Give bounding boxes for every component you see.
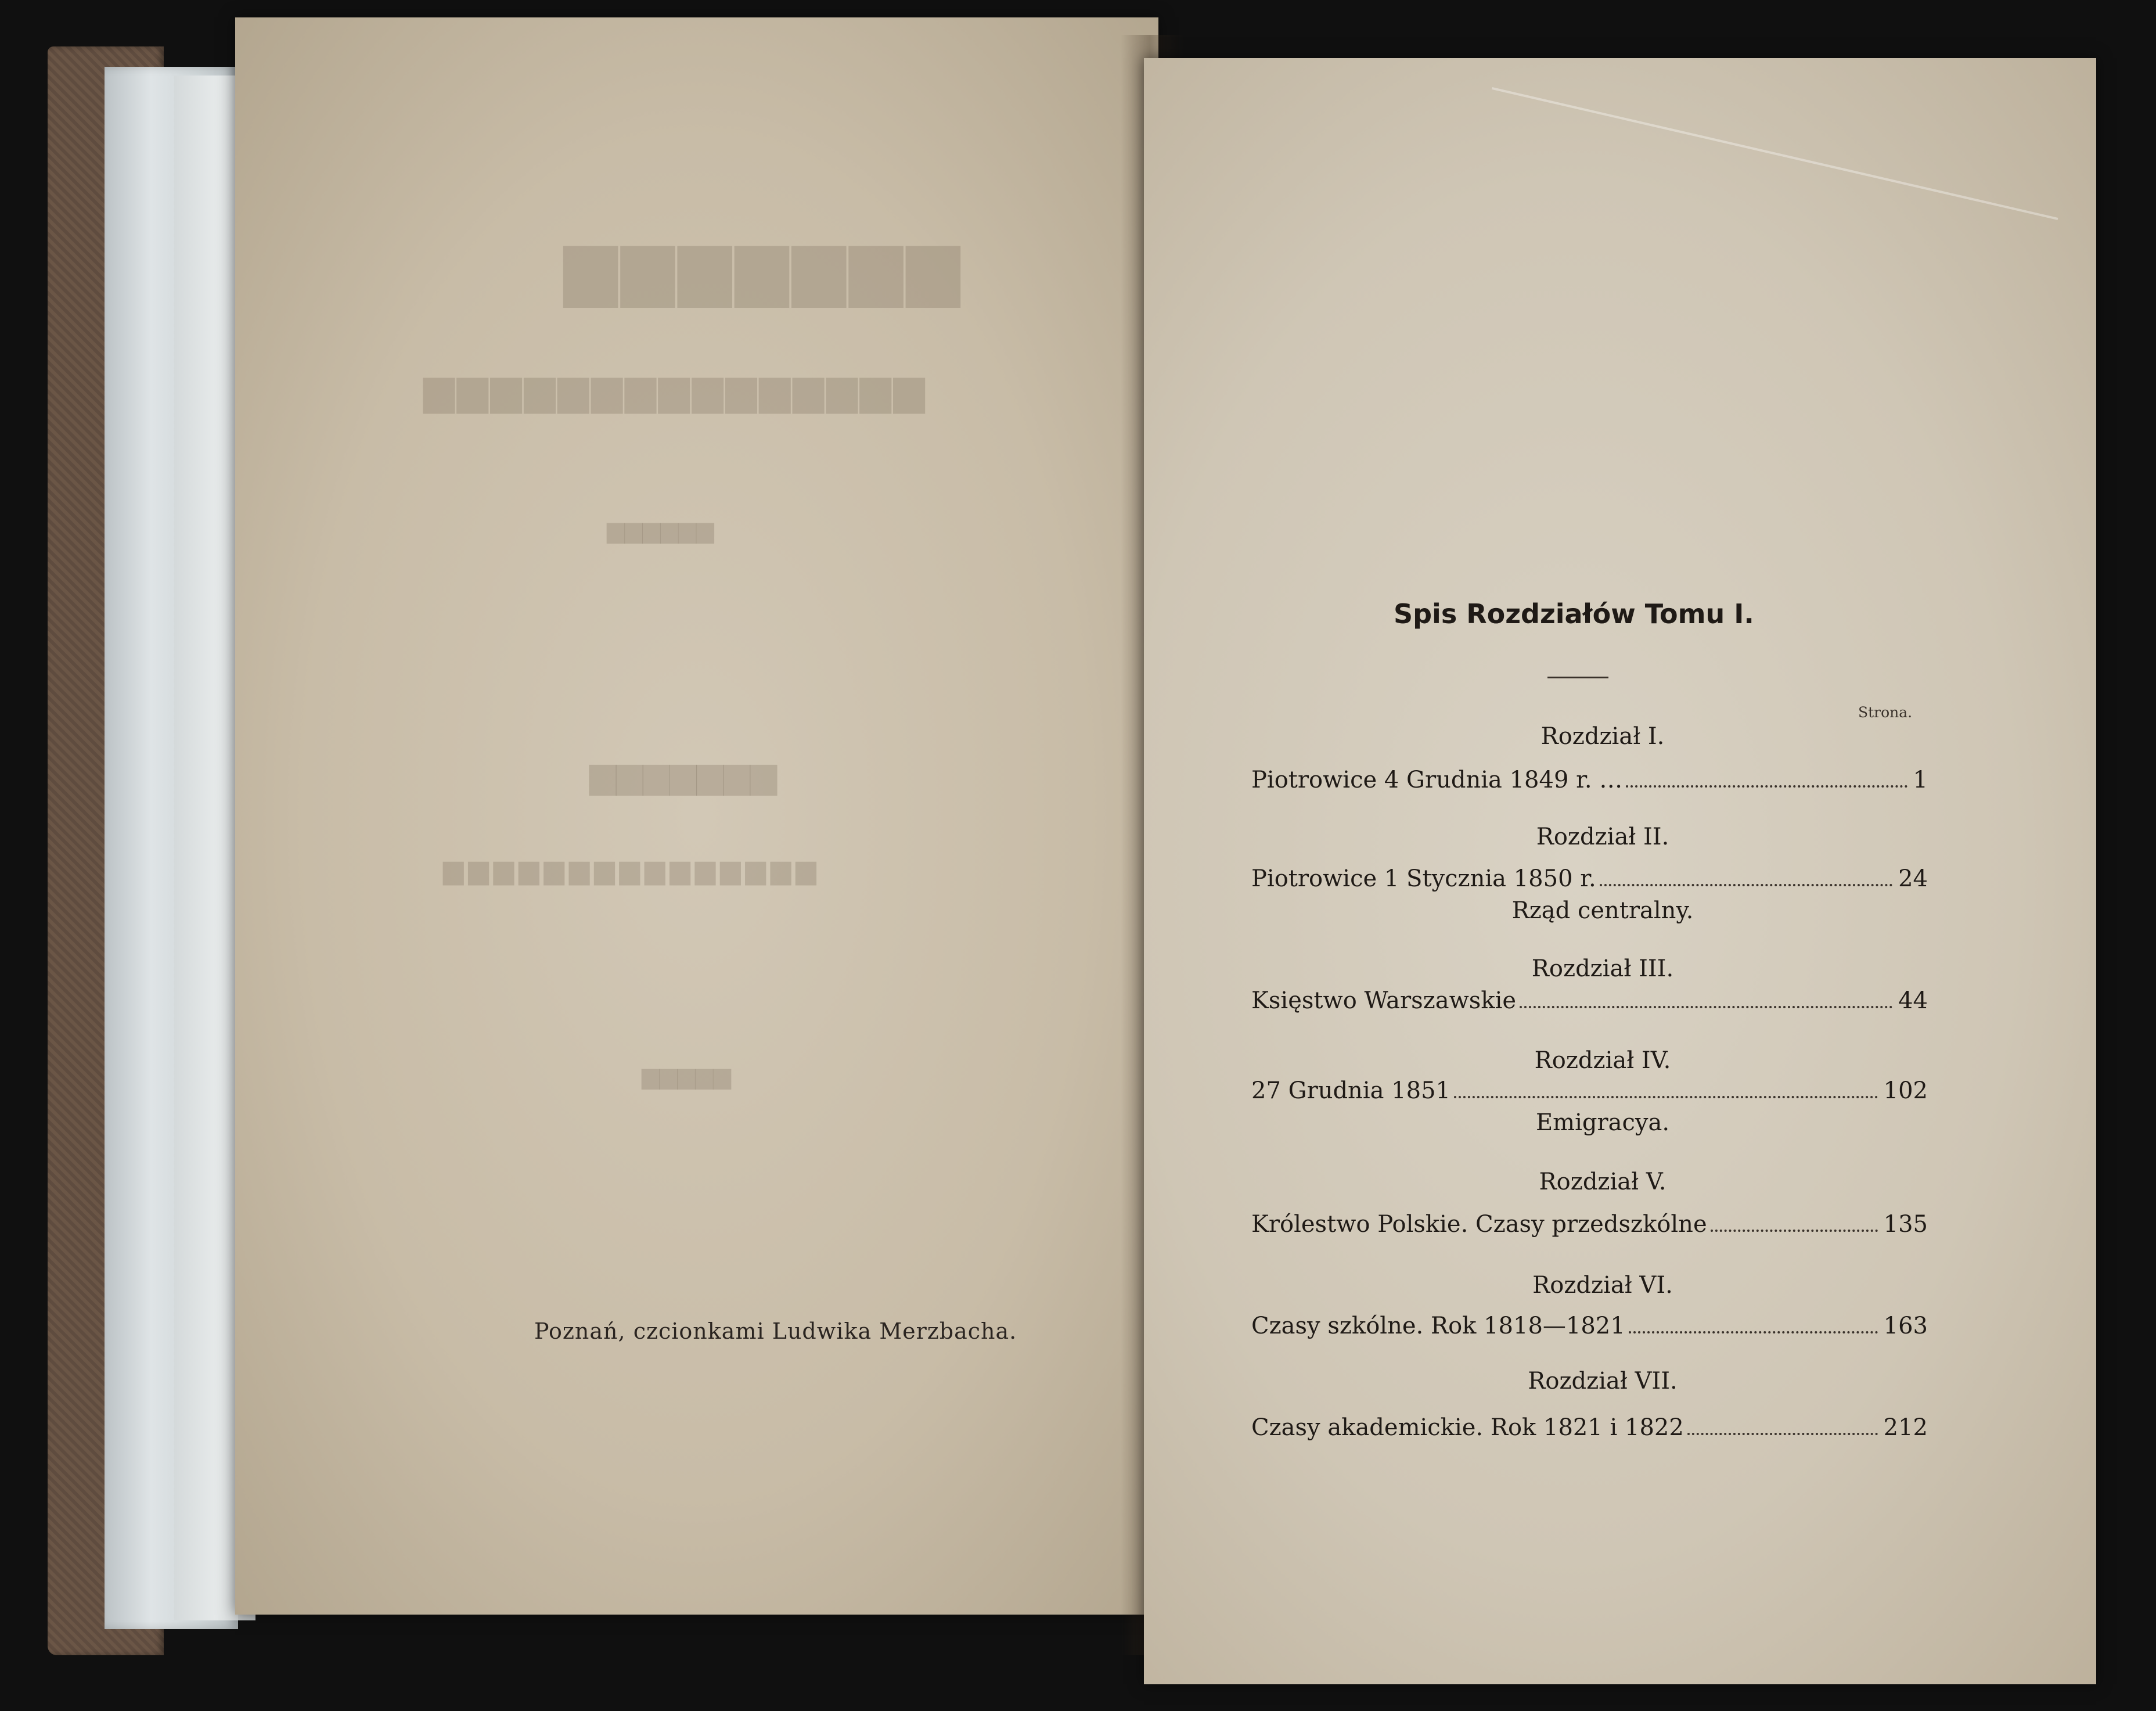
toc-entry-page: 24 — [1898, 865, 1928, 892]
imprint-text: Poznań, czcionkami Ludwika Merzbacha. — [534, 1318, 1017, 1344]
chapter-heading: Rozdział III. — [1531, 955, 1674, 982]
toc-entry — [1251, 987, 1928, 1015]
toc-entry-page: 102 — [1883, 1077, 1928, 1104]
show-through-subtitle: ▆▆▆▆▆▆▆▆▆▆▆▆▆▆▆ — [421, 366, 925, 414]
left-page — [235, 17, 1158, 1615]
chapter-subtitle: Rząd centralny. — [1511, 897, 1694, 924]
toc-entry — [1251, 1313, 1928, 1340]
toc-entry — [1251, 865, 1928, 893]
toc-entry-page: 44 — [1898, 987, 1928, 1014]
toc-entry-page: 135 — [1883, 1211, 1928, 1238]
dot-leader — [1454, 1079, 1878, 1098]
chapter-heading: Rozdział VII. — [1528, 1368, 1678, 1394]
toc-entry-page: 163 — [1883, 1313, 1928, 1339]
show-through-title: ▆▆▆▆▆▆▆ — [560, 227, 960, 307]
show-through-author: ▆▆▆▆▆▆▆▆▆▆▆▆▆▆▆ — [438, 854, 816, 885]
show-through-line: ▆▆▆▆▆▆ — [607, 517, 714, 544]
dot-leader — [1626, 768, 1907, 788]
dot-leader — [1687, 1415, 1878, 1435]
toc-entry — [1251, 1077, 1928, 1105]
title-rule — [1547, 677, 1608, 678]
dot-leader — [1600, 867, 1892, 886]
dot-leader — [1629, 1314, 1878, 1333]
chapter-heading: Rozdział V. — [1539, 1169, 1667, 1195]
toc-entry-title: Piotrowice 4 Grudnia 1849 r. … — [1251, 767, 1623, 793]
toc-entry-title: Czasy akademickie. Rok 1821 i 1822 — [1251, 1414, 1684, 1441]
dot-leader — [1711, 1212, 1878, 1232]
toc-entry — [1251, 767, 1928, 795]
toc-entry-page: 212 — [1883, 1414, 1928, 1441]
toc-title: Spis Rozdziałów Tomu I. — [1394, 598, 1754, 630]
toc-entry — [1251, 1211, 1928, 1239]
toc-entry-title: Piotrowice 1 Stycznia 1850 r. — [1251, 865, 1596, 892]
chapter-heading: Rozdział I. — [1540, 723, 1665, 750]
page-column-label: Strona. — [1858, 704, 1913, 721]
dot-leader — [1520, 989, 1892, 1008]
chapter-heading: Rozdział IV. — [1534, 1047, 1671, 1074]
toc-entry-title: Czasy szkólne. Rok 1818—1821 — [1251, 1313, 1625, 1339]
show-through-volume: ▆▆▆▆▆ — [642, 1063, 731, 1090]
toc-entry-title: Królestwo Polskie. Czasy przedszkólne — [1251, 1211, 1707, 1238]
chapter-heading: Rozdział VI. — [1532, 1272, 1673, 1299]
toc-entry-page: 1 — [1913, 767, 1928, 793]
show-through-heading: ▆▆▆▆▆▆▆ — [589, 755, 777, 796]
toc-entry — [1251, 1414, 1928, 1442]
toc-entry-title: 27 Grudnia 1851 — [1251, 1077, 1450, 1104]
toc-entry-title: Księstwo Warszawskie — [1251, 987, 1517, 1014]
chapter-subtitle: Emigracya. — [1535, 1109, 1670, 1136]
chapter-heading: Rozdział II. — [1536, 824, 1669, 850]
